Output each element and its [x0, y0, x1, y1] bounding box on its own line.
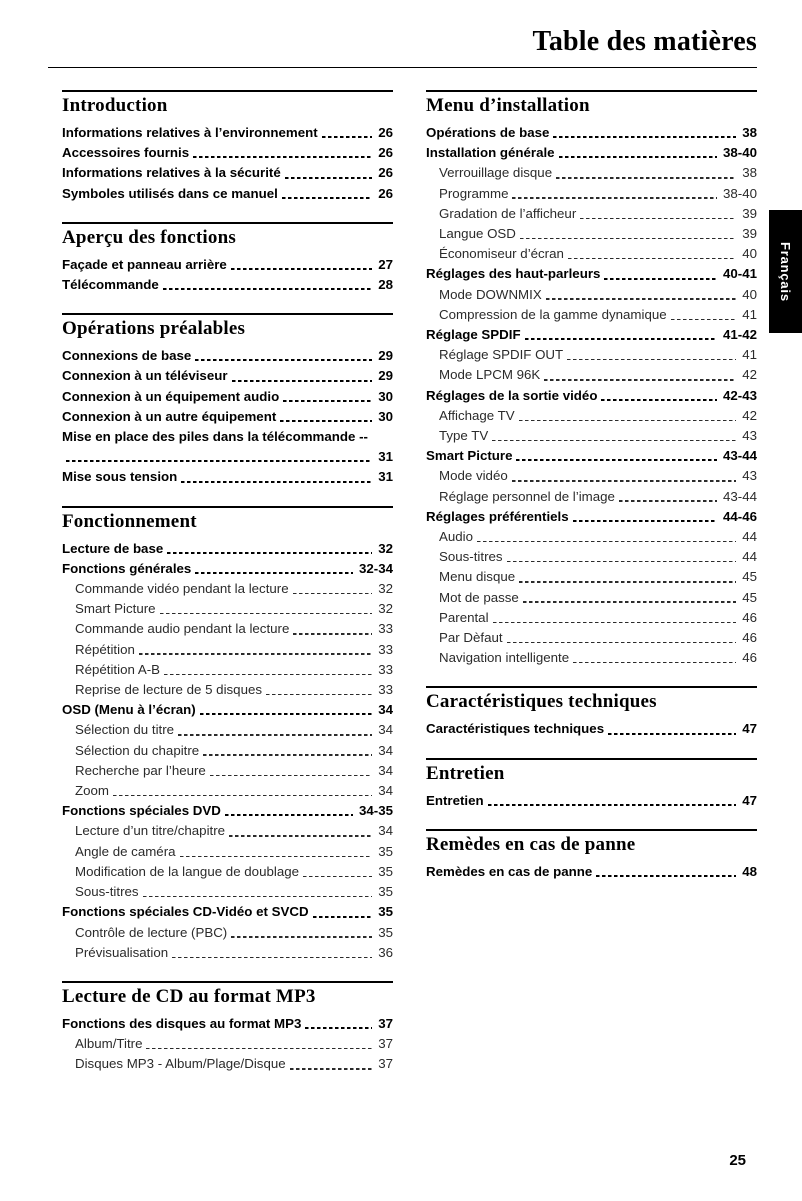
toc-entry-label: Réglage SPDIF	[426, 327, 521, 343]
toc-entry	[426, 547, 757, 567]
toc-entry-label: Commande vidéo pendant la lecture	[75, 581, 289, 597]
toc-entry	[426, 719, 757, 739]
toc-entry-label: Réglages de la sortie vidéo	[426, 387, 598, 403]
toc-entry	[62, 640, 393, 660]
dotted-leader	[293, 579, 373, 599]
toc-entry	[62, 1034, 393, 1054]
toc-entry-page: 42	[742, 407, 757, 423]
toc-entry	[426, 527, 757, 547]
toc-entry-page: 47	[742, 792, 757, 808]
toc-columns	[62, 90, 757, 1075]
toc-entry-label: Prévisualisation	[75, 944, 169, 960]
dotted-leader	[516, 446, 717, 466]
toc-entry	[62, 801, 393, 821]
toc-entry-page: 33	[378, 661, 393, 677]
toc-entry	[62, 862, 393, 882]
section-heading: Remèdes en cas de panne	[426, 833, 636, 855]
dotted-leader	[139, 640, 372, 660]
dotted-leader	[285, 163, 372, 183]
toc-section	[62, 313, 393, 487]
toc-entry-page: 39	[742, 226, 757, 242]
dotted-leader	[293, 619, 372, 639]
toc-entry-page: 40	[742, 286, 757, 302]
toc-entry-label: Opérations de base	[426, 125, 550, 140]
toc-entry-page: 30	[378, 388, 393, 404]
toc-entry	[426, 365, 757, 385]
toc-entry	[62, 559, 393, 579]
toc-entry-page: 35	[378, 904, 393, 920]
toc-entry-page: 26	[378, 125, 393, 140]
toc-entry	[426, 264, 757, 284]
toc-entry-page: 46	[742, 650, 757, 666]
toc-entry	[62, 427, 393, 467]
toc-entry-page: 29	[378, 348, 393, 364]
dotted-leader	[619, 487, 717, 507]
toc-column-right	[426, 90, 757, 882]
toc-entry-label: Connexion à un autre équipement	[62, 408, 277, 424]
toc-entry	[62, 680, 393, 700]
toc-entry-label: Gradation de l’afficheur	[439, 205, 577, 221]
toc-entry-label: Remèdes en cas de panne	[426, 863, 593, 879]
toc-entry-page: 40	[742, 246, 757, 262]
toc-entry-label: Accessoires fournis	[62, 145, 190, 161]
toc-entry-page: 42-43	[722, 387, 757, 403]
dotted-leader	[580, 204, 736, 224]
toc-entry-label: Commande audio pendant la lecture	[75, 621, 290, 637]
dotted-leader	[322, 123, 373, 143]
dotted-leader	[181, 467, 372, 487]
toc-entry-page: 41	[742, 347, 757, 363]
toc-entry-label: Informations relatives à la sécurité	[62, 165, 281, 181]
toc-entry-page: 34	[378, 702, 393, 718]
toc-entry	[426, 862, 757, 882]
dotted-leader	[544, 365, 736, 385]
dotted-leader	[164, 660, 372, 680]
toc-entry-page: 37	[378, 1056, 393, 1072]
toc-entry-page: 40-41	[722, 266, 757, 282]
toc-entry	[62, 387, 393, 407]
dotted-leader	[519, 406, 737, 426]
toc-entry-label: Façade et panneau arrière	[62, 256, 227, 272]
toc-entry	[62, 407, 393, 427]
toc-entry	[426, 791, 757, 811]
toc-entry-label: Zoom	[75, 783, 109, 799]
toc-entry	[62, 143, 393, 163]
toc-entry-page: 34	[378, 722, 393, 738]
toc-entry-label: Navigation intelligente	[439, 650, 570, 666]
toc-entry-page: 44	[742, 529, 757, 545]
toc-entry-label: Smart Picture	[426, 448, 513, 464]
toc-entry-page: 28	[378, 277, 393, 293]
title-rule	[48, 67, 757, 68]
toc-entry	[426, 163, 757, 183]
toc-entry	[62, 821, 393, 841]
toc-entry-label: Sélection du titre	[75, 722, 175, 738]
toc-entry	[62, 275, 393, 295]
toc-entry-page: 46	[742, 630, 757, 646]
toc-entry	[426, 487, 757, 507]
dotted-leader	[488, 791, 737, 811]
toc-entry	[62, 366, 393, 386]
toc-entry-label: Répétition	[75, 641, 135, 657]
toc-section	[426, 686, 757, 739]
toc-entry-page: 41-42	[722, 327, 757, 343]
dotted-leader	[546, 285, 737, 305]
toc-entry	[62, 943, 393, 963]
toc-entry-page: 44	[742, 549, 757, 565]
toc-entry	[426, 244, 757, 264]
toc-section	[426, 90, 757, 668]
toc-entry-page: 32	[378, 581, 393, 597]
toc-entry	[426, 446, 757, 466]
toc-entry	[426, 224, 757, 244]
toc-entry-page: 44-46	[722, 508, 757, 524]
toc-entry	[426, 608, 757, 628]
toc-entry-label: Mode LPCM 96K	[439, 367, 541, 383]
toc-entry	[62, 882, 393, 902]
section-heading: Caractéristiques techniques	[426, 691, 657, 713]
toc-entry-page: 43-44	[722, 488, 757, 504]
dotted-leader	[313, 902, 373, 922]
toc-entry	[426, 305, 757, 325]
toc-entry-page: 29	[378, 368, 393, 384]
dotted-leader	[671, 305, 737, 325]
dotted-leader	[608, 719, 736, 739]
dotted-leader	[167, 539, 372, 559]
toc-entry-label: Fonctions des disques au format MP3	[62, 1015, 302, 1031]
toc-entry-page: 48	[742, 863, 757, 879]
toc-entry-page: 31	[378, 449, 393, 465]
toc-entry-page: 35	[378, 884, 393, 900]
toc-entry	[62, 467, 393, 487]
section-heading: Fonctionnement	[62, 510, 197, 532]
dotted-leader	[290, 1054, 373, 1074]
toc-entry-page: 32	[378, 540, 393, 556]
dotted-leader	[210, 761, 372, 781]
toc-entry	[62, 902, 393, 922]
toc-entry-page: 38	[742, 165, 757, 181]
dotted-leader	[556, 163, 736, 183]
toc-entry-label: Réglage SPDIF OUT	[439, 347, 564, 363]
dotted-leader	[225, 801, 353, 821]
toc-entry-page: 32-34	[358, 560, 393, 576]
dotted-leader	[266, 680, 372, 700]
toc-entry-page: 34	[378, 742, 393, 758]
section-heading: Aperçu des fonctions	[62, 226, 236, 248]
section-heading: Introduction	[62, 95, 168, 116]
toc-section	[62, 506, 393, 963]
dotted-leader	[143, 882, 373, 902]
dotted-leader	[507, 547, 737, 567]
toc-entry-label: Verrouillage disque	[439, 165, 553, 181]
dotted-leader	[146, 1034, 372, 1054]
toc-entry	[62, 1054, 393, 1074]
toc-entry-label: Réglages préférentiels	[426, 508, 569, 524]
toc-entry-page: 37	[378, 1015, 393, 1031]
toc-entry-page: 34-35	[358, 803, 393, 819]
toc-entry-label: Langue OSD	[439, 226, 516, 242]
toc-entry	[62, 720, 393, 740]
toc-entry-page: 36	[378, 944, 393, 960]
section-heading: Lecture de CD au format MP3	[62, 985, 316, 1007]
toc-entry	[426, 325, 757, 345]
toc-entry	[62, 781, 393, 801]
dotted-leader	[113, 781, 372, 801]
dotted-leader	[283, 387, 372, 407]
dotted-leader	[573, 648, 736, 668]
toc-entry-label: Affichage TV	[439, 407, 515, 423]
toc-section	[62, 90, 393, 204]
toc-entry	[426, 588, 757, 608]
dotted-leader	[568, 244, 736, 264]
dotted-leader	[492, 426, 736, 446]
dotted-leader	[231, 255, 372, 275]
toc-entry-page: 27	[378, 256, 393, 272]
toc-entry-page: 26	[378, 165, 393, 181]
toc-entry-label: Parental	[439, 609, 489, 625]
page-number: 25	[729, 1152, 746, 1169]
toc-entry	[426, 648, 757, 668]
toc-entry-label: Mode DOWNMIX	[439, 286, 542, 302]
toc-entry	[62, 619, 393, 639]
toc-entry	[62, 761, 393, 781]
toc-entry-label: Télécommande	[62, 277, 159, 293]
dotted-leader	[66, 447, 372, 467]
toc-column-left	[62, 90, 393, 1075]
toc-section	[62, 981, 393, 1075]
dotted-leader	[303, 862, 372, 882]
toc-entry	[426, 204, 757, 224]
dotted-leader	[280, 407, 372, 427]
toc-entry-label: OSD (Menu à l’écran)	[62, 702, 196, 718]
toc-entry-page: 45	[742, 569, 757, 585]
toc-entry-label: Modification de la langue de doublage	[75, 863, 300, 879]
toc-entry	[426, 507, 757, 527]
toc-entry-page: 34	[378, 783, 393, 799]
dotted-leader	[160, 599, 373, 619]
toc-entry	[62, 660, 393, 680]
toc-section	[426, 829, 757, 882]
toc-entry-label: Symboles utilisés dans ce manuel	[62, 185, 278, 201]
toc-entry	[426, 567, 757, 587]
toc-entry-label: Programme	[439, 185, 509, 201]
toc-entry-page: 33	[378, 682, 393, 698]
toc-entry-page: 46	[742, 609, 757, 625]
dotted-leader	[559, 143, 717, 163]
toc-entry-label: Par Dèfaut	[439, 630, 503, 646]
toc-entry-label: Connexion à un équipement audio	[62, 388, 280, 404]
toc-entry	[426, 285, 757, 305]
toc-entry	[426, 406, 757, 426]
toc-entry-label: Type TV	[439, 428, 489, 444]
dotted-leader	[493, 608, 737, 628]
section-heading: Opérations préalables	[62, 318, 246, 340]
toc-entry-page: 43	[742, 468, 757, 484]
toc-entry	[426, 426, 757, 446]
toc-entry-page: 37	[378, 1036, 393, 1052]
toc-entry	[62, 1014, 393, 1034]
toc-entry-page: 35	[378, 924, 393, 940]
toc-entry	[62, 700, 393, 720]
toc-entry-page: 38-40	[722, 145, 757, 161]
toc-entry	[426, 123, 757, 143]
toc-entry-label: Réglages des haut-parleurs	[426, 266, 601, 282]
toc-entry-label: Sélection du chapitre	[75, 742, 200, 758]
language-tab: Français	[769, 210, 802, 333]
dotted-leader	[519, 567, 736, 587]
dotted-leader	[195, 346, 372, 366]
dotted-leader	[172, 943, 372, 963]
toc-entry-label: Mot de passe	[439, 589, 519, 605]
toc-entry-label: Mode vidéo	[439, 468, 508, 484]
dotted-leader	[203, 741, 372, 761]
toc-entry-label: Disques MP3 - Album/Plage/Disque	[75, 1056, 286, 1072]
toc-entry-page: 34	[378, 823, 393, 839]
toc-entry-label: Recherche par l’heure	[75, 762, 206, 778]
dotted-leader	[200, 700, 372, 720]
toc-entry-label: Fonctions spéciales DVD	[62, 803, 221, 819]
toc-entry	[426, 628, 757, 648]
dotted-leader	[305, 1014, 372, 1034]
section-heading: Entretien	[426, 762, 505, 784]
toc-entry-label: Lecture d’un titre/chapitre	[75, 823, 226, 839]
dotted-leader	[601, 386, 717, 406]
toc-entry-label: Caractéristiques techniques	[426, 721, 605, 737]
toc-entry-label: Menu disque	[439, 569, 516, 585]
toc-entry-page: 42	[742, 367, 757, 383]
toc-entry-page: 30	[378, 408, 393, 424]
toc-entry-page: 26	[378, 145, 393, 161]
toc-entry	[62, 923, 393, 943]
toc-entry-page: 39	[742, 205, 757, 221]
toc-entry	[62, 255, 393, 275]
dotted-leader	[512, 466, 736, 486]
dotted-leader	[180, 842, 373, 862]
toc-entry-label: Angle de caméra	[75, 843, 176, 859]
dotted-leader	[231, 923, 372, 943]
toc-entry-page: 33	[378, 621, 393, 637]
toc-entry-label: Réglage personnel de l’image	[439, 488, 615, 504]
section-heading: Menu d’installation	[426, 95, 590, 116]
toc-entry-page: 38	[742, 125, 757, 140]
toc-entry-label: Sous-titres	[75, 884, 139, 900]
toc-entry-label: Entretien	[426, 792, 484, 808]
toc-entry-page: 31	[378, 469, 393, 485]
toc-entry	[426, 143, 757, 163]
toc-entry-page: 35	[378, 843, 393, 859]
toc-entry	[62, 123, 393, 143]
toc-entry-page: 38-40	[722, 185, 757, 201]
toc-entry	[62, 539, 393, 559]
dotted-leader	[232, 366, 373, 386]
dotted-leader	[195, 559, 353, 579]
toc-entry-label: Sous-titres	[439, 549, 503, 565]
toc-entry-label: Connexions de base	[62, 348, 192, 364]
toc-entry-label: Informations relatives à l’environnement	[62, 125, 318, 140]
dotted-leader	[553, 123, 736, 143]
toc-entry-label: Installation générale	[426, 145, 555, 161]
toc-entry-label: Fonctions générales	[62, 560, 192, 576]
toc-section	[426, 758, 757, 811]
dotted-leader	[507, 628, 737, 648]
toc-entry-label: Répétition A-B	[75, 661, 161, 677]
toc-entry-page: 35	[378, 863, 393, 879]
toc-entry-page: 41	[742, 306, 757, 322]
toc-entry-label: Compression de la gamme dynamique	[439, 306, 667, 322]
dotted-leader	[282, 184, 372, 204]
toc-entry-page: 43	[742, 428, 757, 444]
toc-entry-page: 26	[378, 185, 393, 201]
toc-section	[62, 222, 393, 295]
toc-entry-label: Reprise de lecture de 5 disques	[75, 682, 263, 698]
toc-entry-page: 43-44	[722, 448, 757, 464]
toc-entry-page: 33	[378, 641, 393, 657]
toc-entry-label: Fonctions spéciales CD-Vidéo et SVCD	[62, 904, 309, 920]
toc-entry-page: 34	[378, 762, 393, 778]
toc-entry-label: Mise sous tension	[62, 469, 178, 485]
toc-entry-page: 32	[378, 601, 393, 617]
toc-entry	[426, 345, 757, 365]
toc-entry	[62, 842, 393, 862]
toc-entry	[62, 599, 393, 619]
dotted-leader	[567, 345, 736, 365]
dotted-leader	[523, 588, 736, 608]
dotted-leader	[512, 184, 717, 204]
toc-entry	[426, 466, 757, 486]
dotted-leader	[178, 720, 372, 740]
dotted-leader	[604, 264, 717, 284]
dotted-leader	[163, 275, 372, 295]
dotted-leader	[477, 527, 736, 547]
toc-entry-label: Album/Titre	[75, 1036, 143, 1052]
dotted-leader	[573, 507, 717, 527]
toc-entry	[62, 346, 393, 366]
toc-entry-page: 47	[742, 721, 757, 737]
toc-entry-label: Mise en place des piles dans la télécommande --	[62, 429, 368, 445]
toc-entry-label: Audio	[439, 529, 474, 545]
toc-entry	[62, 741, 393, 761]
toc-entry	[426, 184, 757, 204]
page-header	[48, 26, 757, 68]
toc-entry-label: Smart Picture	[75, 601, 156, 617]
toc-entry	[62, 184, 393, 204]
toc-entry-label: Lecture de base	[62, 540, 164, 556]
toc-entry	[426, 386, 757, 406]
page-title: Table des matières	[532, 26, 757, 57]
toc-entry-label: Économiseur d’écran	[439, 246, 564, 262]
dotted-leader	[596, 862, 736, 882]
dotted-leader	[229, 821, 372, 841]
dotted-leader	[520, 224, 736, 244]
dotted-leader	[525, 325, 717, 345]
toc-entry-label: Contrôle de lecture (PBC)	[75, 924, 228, 940]
toc-entry-page: 45	[742, 589, 757, 605]
dotted-leader	[193, 143, 372, 163]
toc-entry-label: Connexion à un téléviseur	[62, 368, 228, 384]
toc-entry	[62, 579, 393, 599]
toc-entry	[62, 163, 393, 183]
